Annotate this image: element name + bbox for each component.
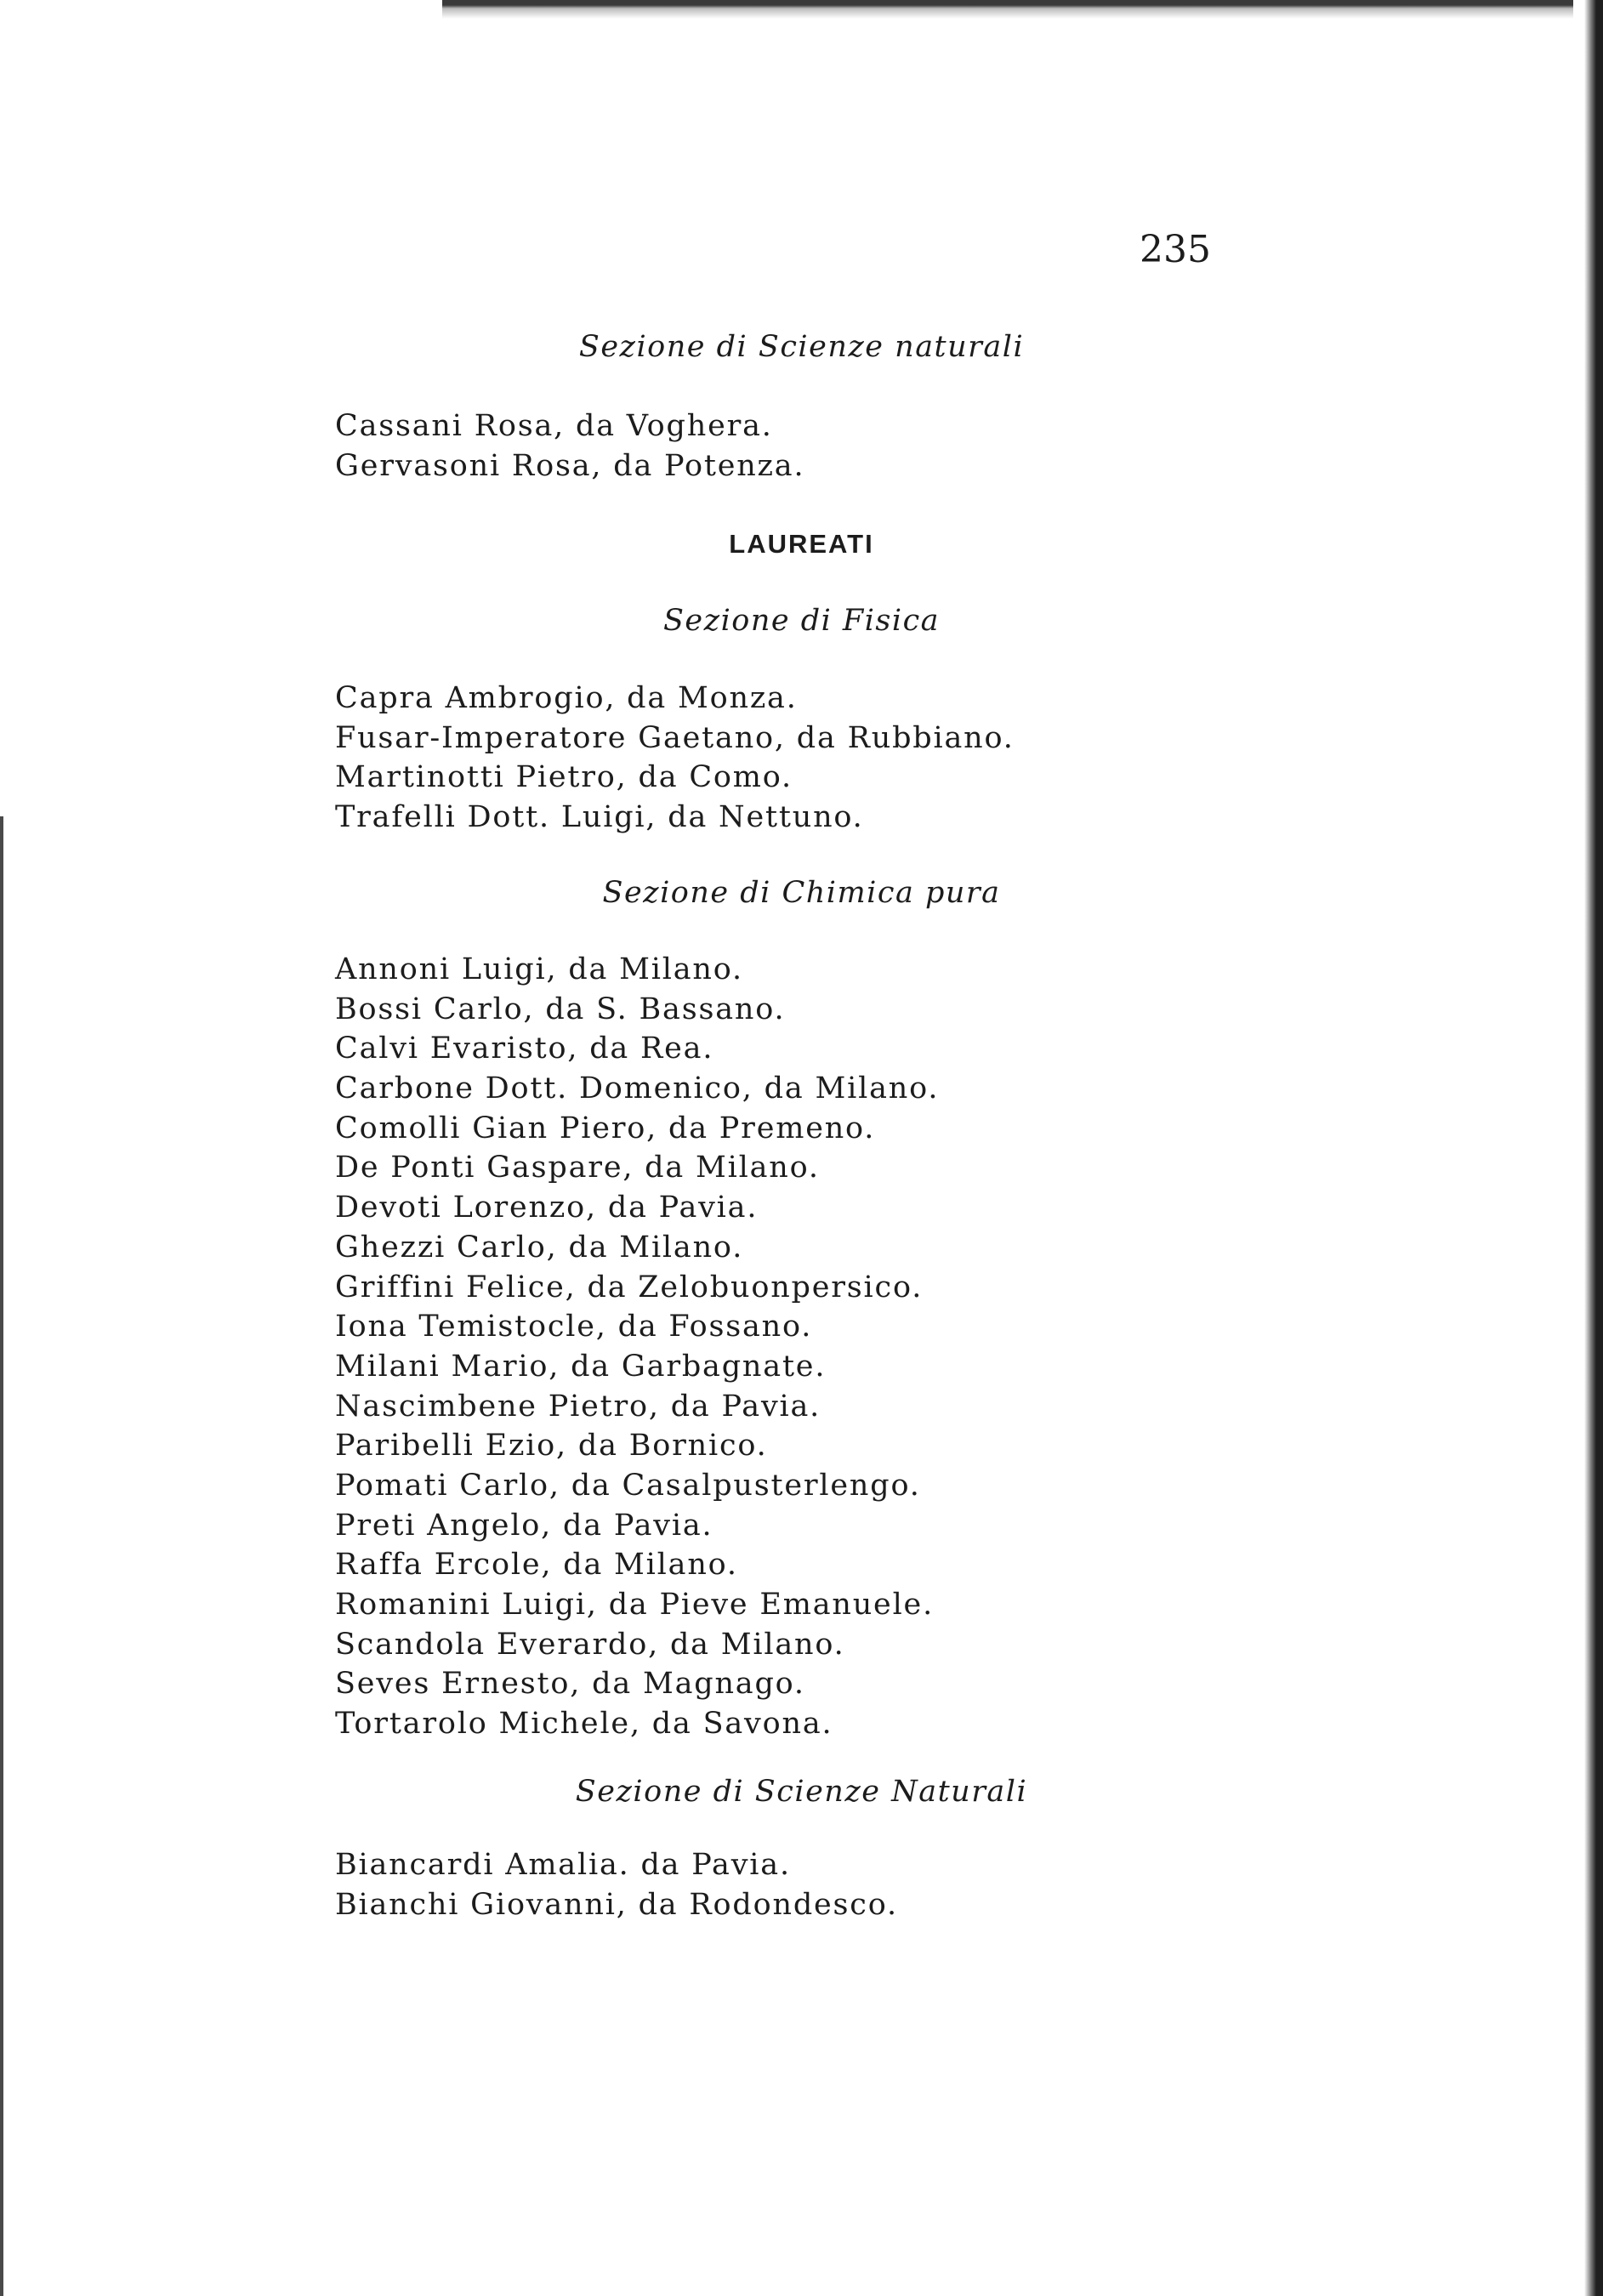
- heading-laureati: LAUREATI: [729, 529, 874, 559]
- section-title-fisica: Sezione di Fisica: [662, 604, 941, 638]
- section-title-chimica-pura: Sezione di Chimica pura: [602, 876, 1001, 910]
- section-title-scienze-naturali-laureati: Sezione di Scienze Naturali: [575, 1775, 1028, 1809]
- section-title-scienze-naturali: Sezione di Scienze naturali: [578, 330, 1025, 364]
- page-number: 235: [1140, 228, 1211, 271]
- scan-left-edge: [0, 816, 3, 2296]
- scan-top-edge: [442, 0, 1573, 19]
